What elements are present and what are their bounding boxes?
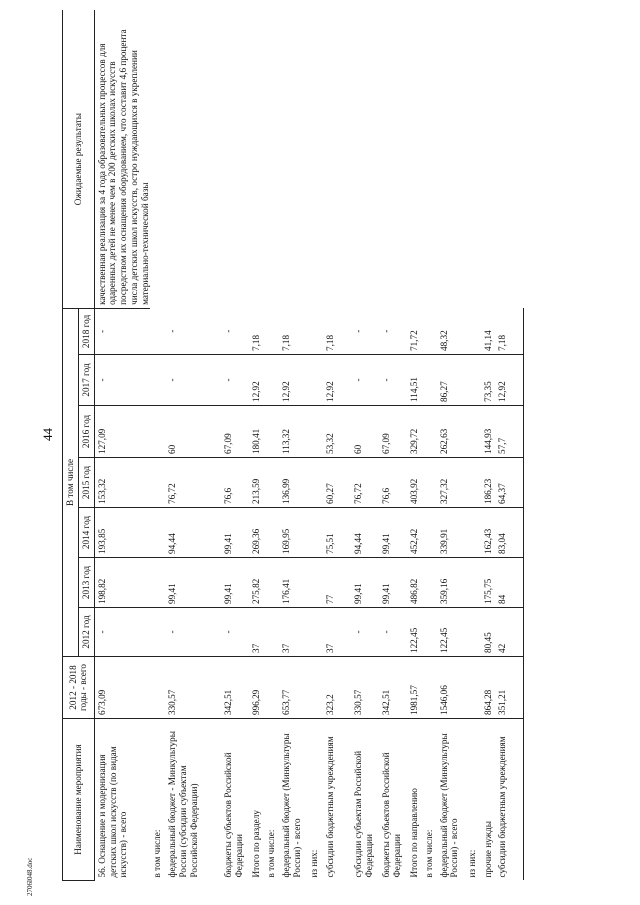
row-year-value [307,308,323,354]
header-year: 2018 год [78,308,94,354]
row-year-value [150,406,165,458]
row-year-value: 12,92 [495,355,523,406]
row-year-value: 99,41 [221,508,249,558]
row-year-value: 64,37 [495,458,523,508]
row-year-value: 169,95 [279,508,307,558]
row-name: федеральный бюджет (Минкультуры России) - всего [279,719,307,881]
header-year: 2013 год [78,558,94,608]
row-name: субсидии бюджетным учреждениям [323,719,351,881]
row-year-value [150,508,165,558]
table-body [94,10,523,880]
row-year-value: - [379,355,407,406]
row-year-value: 75,51 [323,508,351,558]
row-year-value [264,406,279,458]
row-total: 1981,57 [407,657,422,719]
row-name: бюджеты субъектов Российской Федерации [379,719,407,881]
row-year-value: - [223,329,234,333]
footer-filename: 2706l048.doc [26,857,34,896]
row-year-value [307,355,323,406]
row-year-value: - [352,329,363,333]
row-total: 1546,06 [437,657,465,719]
header-name: Наименование мероприятия [63,719,95,881]
row-year-value: 153,32 [94,458,150,508]
row-total [422,657,437,719]
row-name: федеральный бюджет (Минкультуры России) - всего [437,719,465,881]
row-year-value: 37 [249,608,264,657]
row-name: в том числе: [264,719,279,881]
row-year-value [307,558,323,608]
row-year-value: 12,92 [249,355,264,406]
row-year-value: 113,32 [279,406,307,458]
row-total: 323,2 [323,657,351,719]
row-year-value: 262,63 [437,406,465,458]
row-year-value: 193,85 [94,508,150,558]
row-total: 342,51 [379,657,407,719]
row-total: 330,57 [165,657,221,719]
row-year-value [465,355,481,406]
row-year-value: 269,36 [249,508,264,558]
row-name: федеральный бюджет - Минкультуры России (субсидии субъектам Российской Федерации) [165,719,221,881]
row-year-value: 176,41 [279,558,307,608]
row-year-value: - [379,608,407,657]
row-total: 330,57 [351,657,379,719]
row-year-value: 94,44 [351,508,379,558]
row-year-value: 76,72 [351,458,379,508]
row-year-value [307,458,323,508]
header-total: 2012 - 2018 годы - всего [63,657,95,719]
row-year-value: 486,82 [407,558,422,608]
row-year-value [307,406,323,458]
row-name: Итого по направлению [407,719,422,881]
row-year-value [150,355,165,406]
row-year-value: 144,93 [481,406,496,458]
row-year-value: 76,6 [221,458,249,508]
row-total [264,657,279,719]
row-year-value: 99,41 [221,558,249,608]
row-year-value: 329,72 [407,406,422,458]
row-year-value: 99,41 [379,508,407,558]
row-year-value: - [380,329,391,333]
row-name: Итого по разделу [249,719,264,881]
row-total [465,657,481,719]
row-year-value: 198,82 [94,558,150,608]
header-year: 2015 год [78,458,94,508]
row-year-value [422,308,437,354]
row-year-value: - [94,608,150,657]
row-year-value [150,458,165,508]
row-year-value: - [165,608,221,657]
row-year-value: 275,82 [249,558,264,608]
row-year-value [264,308,279,354]
row-year-value: 12,92 [323,355,351,406]
row-year-value [150,608,165,657]
row-year-value: 71,72 [408,330,419,351]
row-total: 342,51 [221,657,249,719]
row-year-value: 94,44 [165,508,221,558]
row-year-value: 37 [279,608,307,657]
row-year-value: 452,42 [407,508,422,558]
row-name: прочие нужды [481,719,496,881]
row-year-value: 60 [351,406,379,458]
budget-table [62,10,524,881]
row-year-value [422,508,437,558]
row-year-value [264,508,279,558]
row-year-value: 86,27 [437,355,465,406]
row-name: бюджеты субъектов Российской Федерации [221,719,249,881]
row-year-value [422,355,437,406]
row-year-value: 7,18 [495,308,523,354]
row-year-value: 359,16 [437,558,465,608]
row-year-value [422,406,437,458]
row-year-value [465,608,481,657]
row-year-value: 339,91 [437,508,465,558]
row-total: 653,77 [279,657,307,719]
row-name: в том числе: [150,719,165,881]
row-year-value: 175,75 [481,558,496,608]
row-year-value: 99,41 [165,558,221,608]
row-year-value: 60 [165,406,221,458]
row-year-value [465,508,481,558]
row-year-value: 84 [495,558,523,608]
row-year-value: - [221,355,249,406]
row-year-value: 327,32 [437,458,465,508]
row-total [150,657,165,719]
page-number: 44 [40,428,55,441]
row-year-value [422,558,437,608]
row-year-value: 53,32 [323,406,351,458]
row-year-value: 114,51 [407,355,422,406]
header-year: 2014 год [78,508,94,558]
row-year-value [264,355,279,406]
row-year-value [465,308,481,354]
row-year-value: 37 [323,608,351,657]
row-name: субсидии бюджетным учреждениям [495,719,523,881]
row-year-value: 122,45 [437,608,465,657]
row-year-value: 7,18 [324,334,335,351]
row-year-value: 48,32 [438,330,449,351]
row-year-value: 76,6 [379,458,407,508]
row-year-value [264,458,279,508]
row-year-value [307,508,323,558]
row-year-value: 80,45 [481,608,496,657]
row-year-value: 403,92 [407,458,422,508]
row-year-value: 7,18 [251,334,262,351]
row-year-value: 12,92 [279,355,307,406]
row-year-value [307,608,323,657]
row-year-value: - [167,329,178,333]
row-year-value [465,558,481,608]
row-year-value: - [165,355,221,406]
row-year-value [465,406,481,458]
row-total: 864,28 [481,657,496,719]
row-year-value: 127,09 [94,406,150,458]
rotated-table-container [62,11,617,881]
header-year: 2016 год [78,406,94,458]
row-year-value: 186,23 [481,458,496,508]
header-year: 2017 год [78,355,94,406]
row-year-value: 180,41 [249,406,264,458]
row-year-value [465,458,481,508]
row-total [307,657,323,719]
row-total: 996,29 [249,657,264,719]
row-year-value [422,458,437,508]
row-year-value [264,558,279,608]
row-year-value: 83,04 [495,508,523,558]
row-year-value [422,608,437,657]
row-year-value: - [94,308,150,354]
row-year-value: 7,18 [280,334,291,351]
row-total: 673,09 [94,657,150,719]
row-year-value: 99,41 [379,558,407,608]
row-year-value: 122,45 [407,608,422,657]
row-year-value: 41,14 [482,330,493,351]
row-name: из них: [307,719,323,881]
row-year-value [150,308,165,354]
row-year-value: 77 [323,558,351,608]
row-year-value: - [221,608,249,657]
row-year-value: 60,27 [323,458,351,508]
header-expected: Ожидаемые результаты [63,10,95,308]
row-name: в том числе: [422,719,437,881]
row-year-value: 76,72 [165,458,221,508]
row-year-value: - [94,355,150,406]
row-year-value: 67,09 [379,406,407,458]
row-year-value: 73,35 [481,355,496,406]
row-year-value: 162,43 [481,508,496,558]
row-year-value [150,558,165,608]
row-year-value: 99,41 [351,558,379,608]
row-year-value: - [351,355,379,406]
row-total: 351,21 [495,657,523,719]
row-year-value: 42 [495,608,523,657]
row-year-value: 57,7 [495,406,523,458]
row-name: 56. Оснащение и модернизация детских школ искусств (по видам искусств) - всего [94,719,150,881]
row-year-value [264,608,279,657]
row-year-value: 67,09 [221,406,249,458]
expected-results: качественная реализация за 4 года образовательных процессов для одаренных детей не менее чем в 200 детских школах искусств посредством их оснащения оборудованием, что составит 4,6 процента числа детских школ искусств, остро нуждающихся в укреплении материально-технической базы [96,29,150,305]
row-name: из них: [465,719,481,881]
row-year-value: - [351,608,379,657]
table-row [94,10,150,880]
row-year-value: 136,99 [279,458,307,508]
row-year-value: 213,59 [249,458,264,508]
header-year: 2012 год [78,608,94,657]
row-name: субсидии субъектам Российской Федерации [351,719,379,881]
header-incl: В том числе [63,308,79,656]
